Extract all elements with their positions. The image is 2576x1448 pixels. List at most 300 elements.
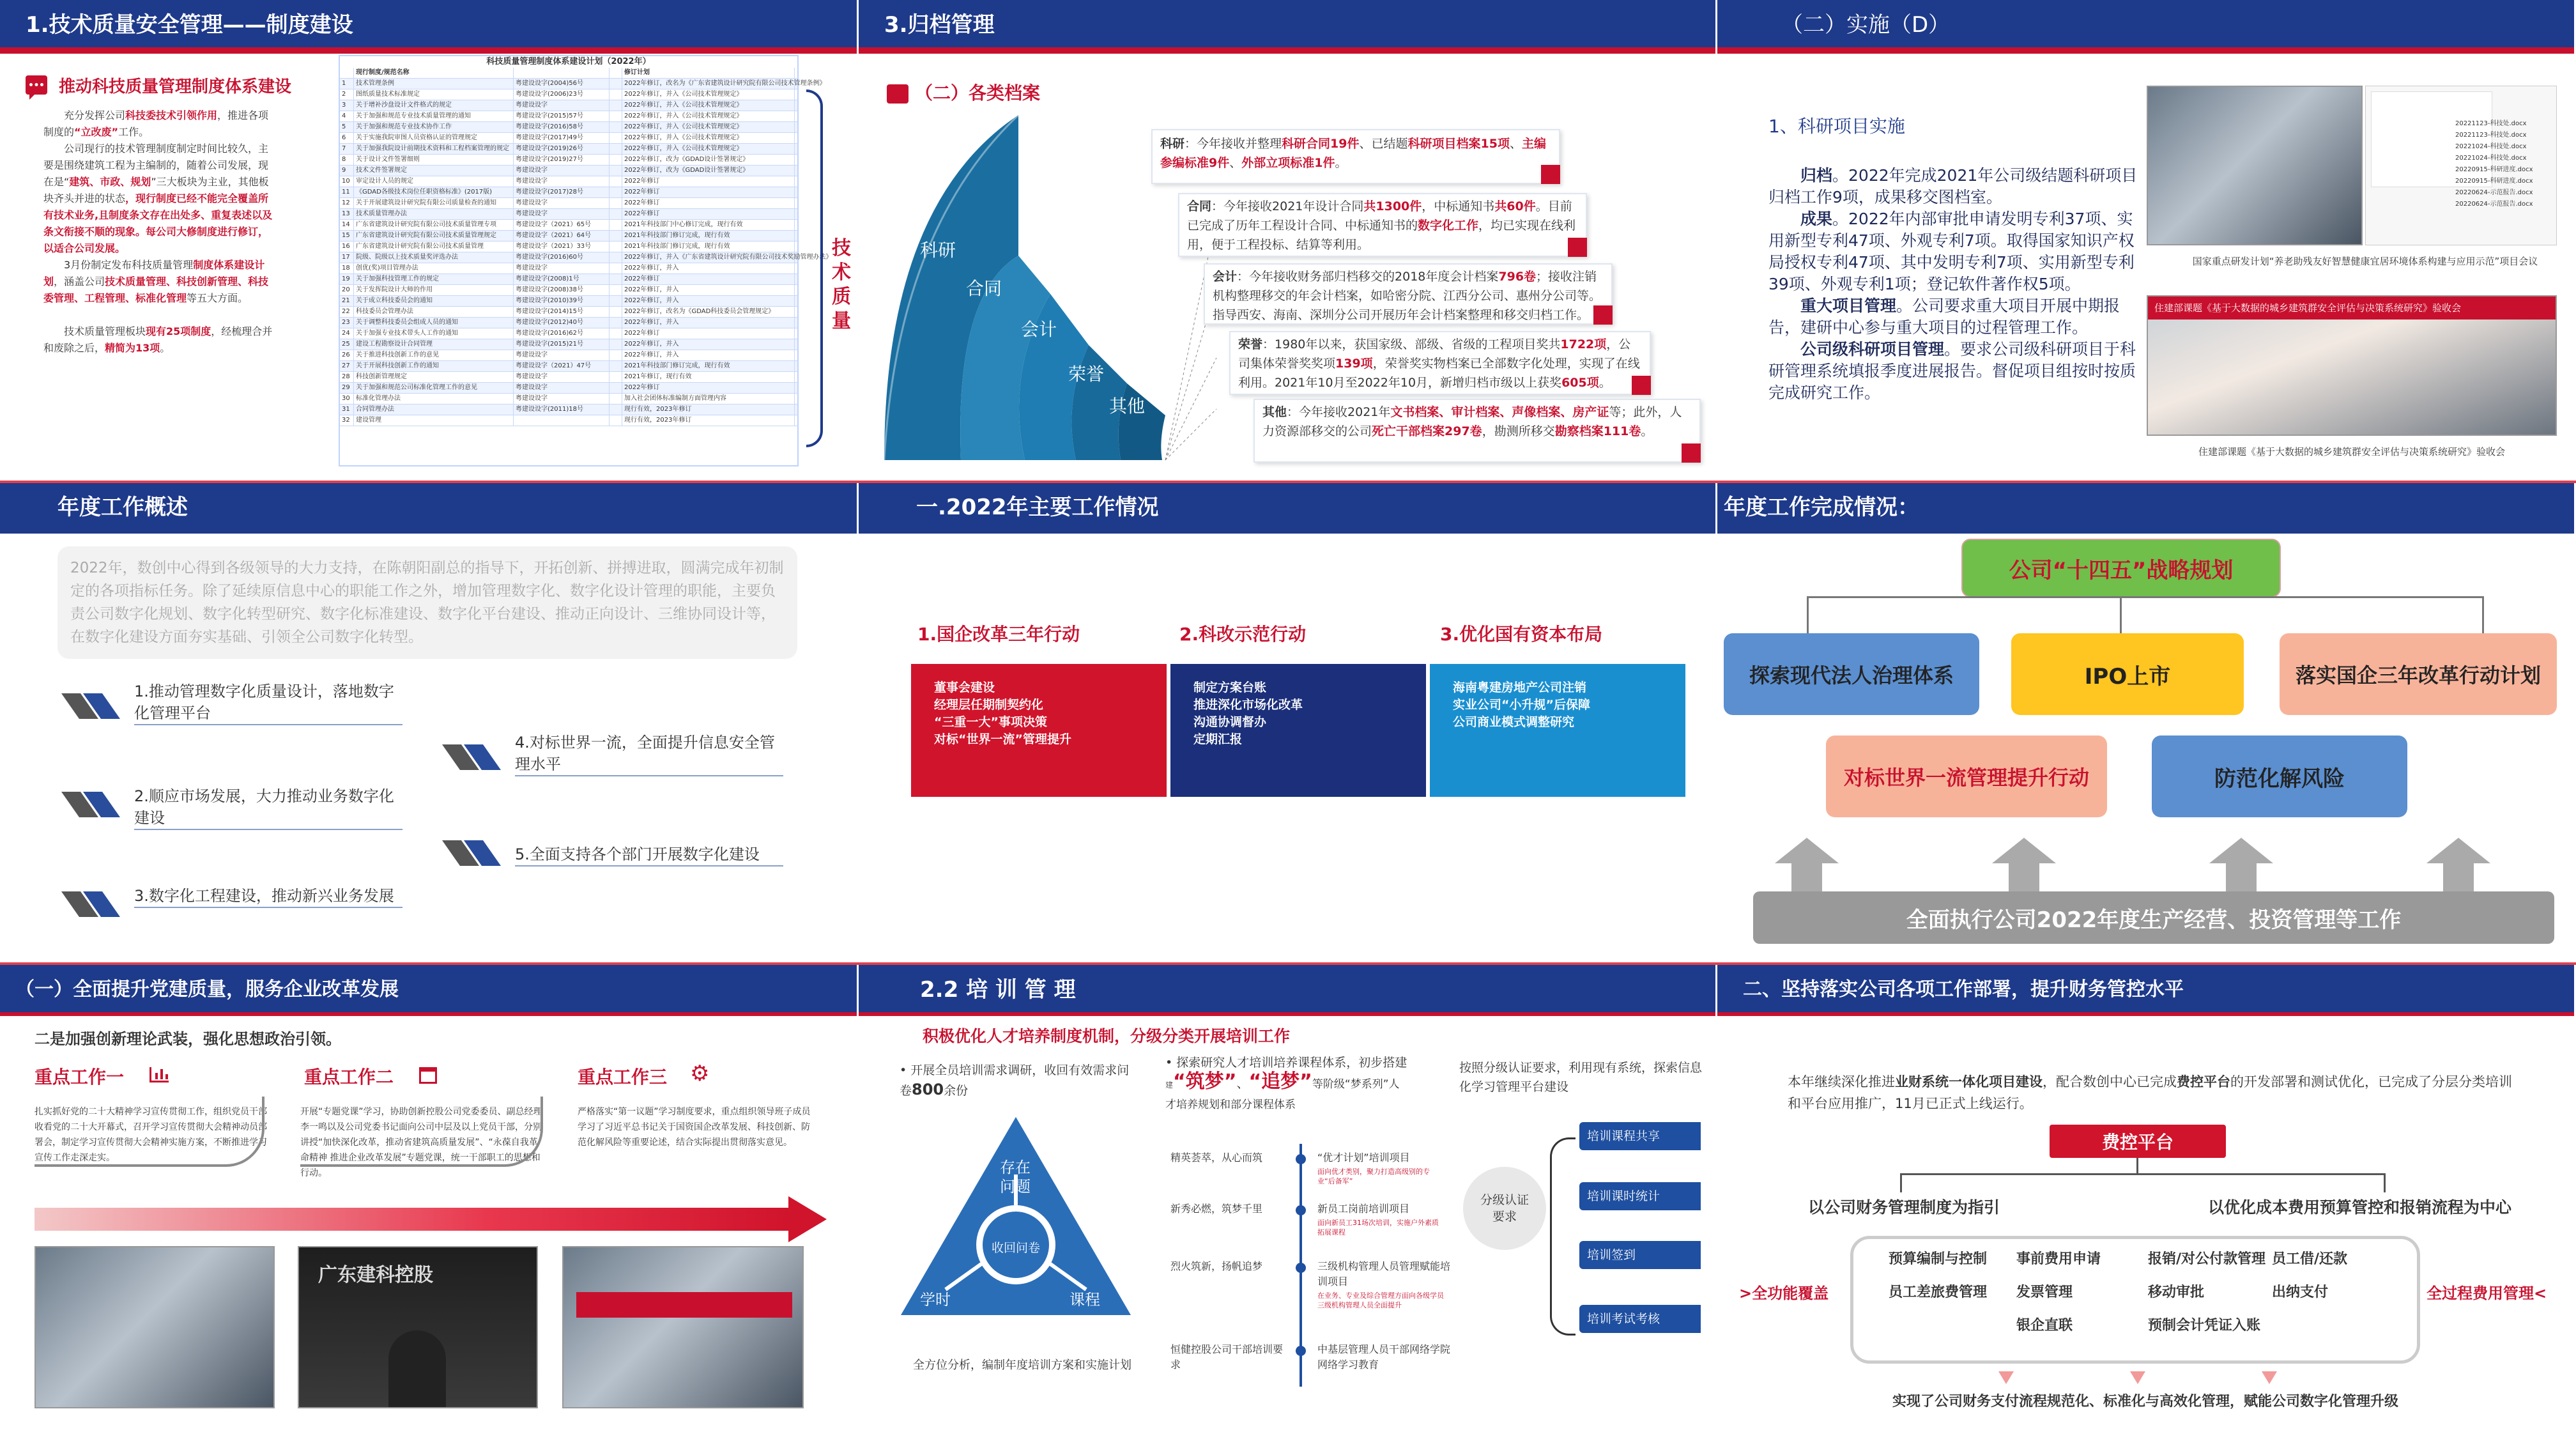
table-row: [340, 79, 826, 89]
table-cell: [610, 394, 622, 404]
timeline-left: 新秀必燃，筑梦千里: [1170, 1203, 1263, 1215]
item-stripe-icon: [70, 693, 128, 719]
item-stripe-icon: [70, 891, 128, 917]
table-row: [340, 209, 797, 220]
table-cell: [610, 79, 622, 89]
column-head-1: 1.国企改革三年行动: [917, 624, 1080, 645]
stage-banner: [576, 1292, 792, 1318]
table-cell: [610, 231, 622, 241]
table-cell: 2022年修订，并入: [622, 350, 795, 360]
table-row: [340, 252, 832, 263]
table-cell: 2022年修订，改名为《广东省建筑设计研究院有限公司技术管理条例》: [622, 79, 795, 89]
table-cell: 19: [340, 274, 354, 284]
table-cell: [610, 100, 622, 111]
timeline-right: 新员工岗前培训项目: [1317, 1203, 1410, 1215]
chat-bubble-icon: [887, 84, 908, 104]
table-cell: 广东省建筑设计研究院有限公司技术质量管理专项: [354, 220, 514, 230]
table-cell: 技术管理条例: [354, 79, 514, 89]
table-cell: 26: [340, 350, 354, 360]
table-cell: 关于发挥院设计大师的作用: [354, 285, 514, 295]
feature-item: 银企直联: [2016, 1318, 2073, 1334]
table-cell: 粤建设设字: [514, 350, 610, 360]
table-cell: [514, 415, 610, 426]
curriculum-intro: • 探索研究人才培训培养课程体系，初步搭建 建“筑梦”、“追梦”等阶级“梦系列”人才培养规划和部分课程体系: [1165, 1056, 1407, 1111]
table-cell: 关于调整科技委员会组成人员的通知: [354, 318, 514, 328]
table-cell: 2021年修订，现行有效: [622, 372, 795, 382]
panel-tech-quality: [0, 0, 859, 482]
table-cell: 建设工程勘察设计合同管理: [354, 339, 514, 350]
panel-title: 3.归档管理: [859, 0, 1715, 50]
table-cell: 院级、院级以上技术质量奖评选办法: [354, 252, 514, 263]
panel-training: [859, 965, 1717, 1447]
table-cell: 粤建设设字(2004)56号: [514, 79, 610, 89]
table-row: [340, 339, 797, 350]
arrow-head: [788, 1196, 827, 1242]
archive-box-other: 其他：今年接收2021年文书档案、审计档案、声像档案、房产证等；此外，人力资源部移交的公司死亡干部档案297卷，勘测所移交勘察档案111卷。: [1254, 399, 1701, 463]
section-subtitle: 1、科研项目实施: [1768, 116, 1905, 137]
table-cell: [610, 133, 622, 143]
governance-box: 探索现代法人治理体系: [1724, 633, 1979, 715]
focus-head-2: 重点工作二: [304, 1067, 394, 1088]
table-cell: 建设管理: [354, 415, 514, 426]
event-photo-1: [34, 1246, 275, 1408]
table-cell: [610, 89, 622, 100]
table-cell: 科技委员会管理办法: [354, 307, 514, 317]
table-cell: 粤建设设字: [514, 372, 610, 382]
table-cell: 科技创新管理规定: [354, 372, 514, 382]
photo-banner: 住建部课题《基于大数据的城乡建筑群安全评估与决策系统研究》验收会: [2148, 297, 2556, 320]
chat-bubble-icon: [26, 75, 47, 95]
timeline-right: 三级机构管理人员管理赋能培训项目: [1317, 1260, 1451, 1288]
table-cell: 粤建设设字(2008)38号: [514, 285, 610, 295]
table-row: [340, 100, 797, 111]
timeline-node: [1296, 1346, 1306, 1356]
table-cell: 11: [340, 187, 354, 197]
down-arrow-icon: [2130, 1371, 2145, 1384]
table-header: 现行制度/规范名称 修订计划: [340, 68, 797, 79]
table-row: [340, 361, 797, 372]
table-cell: [610, 328, 622, 339]
table-cell: 23: [340, 318, 354, 328]
bracket: [806, 89, 823, 447]
connector-line: [1807, 596, 2484, 635]
file-list-item[interactable]: 20221024-科技处.docx: [2455, 143, 2527, 150]
table-row: [340, 307, 797, 318]
table-cell: 粤建设设字(2008)1号: [514, 274, 610, 284]
table-cell: 20: [340, 285, 354, 295]
table-cell: 关于开展科技创新工作的通知: [354, 361, 514, 371]
table-cell: 粤建设设字(2016)62号: [514, 328, 610, 339]
photo-caption-2: 住建部课题《基于大数据的城乡建筑群安全评估与决策系统研究》验收会: [2198, 446, 2505, 458]
table-cell: 粤建设设字(2019)26号: [514, 144, 610, 154]
chart-icon: [150, 1067, 169, 1082]
arrow-shaft: [1791, 862, 1822, 894]
table-cell: 粤建设设字(2012)40号: [514, 318, 610, 328]
connector-arc: [34, 1097, 264, 1167]
header-underline: [1717, 530, 2574, 534]
arrow-shaft: [2009, 862, 2039, 894]
tag-check-in: 培训签到: [1579, 1241, 1701, 1269]
panel-annual-overview: [0, 482, 859, 965]
section-subtitle: 积极优化人才培养制度机制，分级分类开展培训工作: [923, 1027, 1291, 1045]
feature-item: 事前费用申请: [2016, 1251, 2101, 1267]
panel-title: 二、坚持落实公司各项工作部署，提升财务管控水平: [1717, 965, 2574, 1015]
table-cell: 2022年修订，并入: [622, 263, 795, 273]
table-row: [340, 198, 797, 209]
table-cell: 31: [340, 404, 354, 415]
tag-exam: 培训考试考核: [1579, 1305, 1701, 1333]
table-cell: 关于加强专业技术带头人工作的通知: [354, 328, 514, 339]
table-cell: 广东省建筑设计研究院有限公司技术质量管理: [354, 242, 514, 252]
gear-icon: ⚙: [690, 1061, 710, 1086]
table-cell: 关于成立科技委员会的通知: [354, 296, 514, 306]
column-head-3: 3.优化国有资本布局: [1440, 624, 1603, 645]
file-list-item[interactable]: 20221123-科技处.docx: [2455, 120, 2527, 127]
table-row: [340, 415, 797, 426]
side-label-right: 全过程费用管理<: [2426, 1284, 2547, 1302]
table-cell: 图纸质量技术标准规定: [354, 89, 514, 100]
table-cell: [610, 122, 622, 132]
side-label-left: >全功能覆盖: [1739, 1284, 1829, 1302]
table-cell: 32: [340, 415, 354, 426]
feature-item: 移动审批: [2148, 1284, 2205, 1300]
table-cell: 粤建设设字(2014)15号: [514, 307, 610, 317]
progress-arrow: [34, 1208, 788, 1231]
certification-circle: 分级认证要求: [1463, 1167, 1546, 1250]
table-cell: [610, 296, 622, 306]
timeline-note: 在业务、专业及综合管理方面向各级学员三级机构管理人员全面提升: [1317, 1291, 1444, 1309]
table-cell: 关于推进科技创新工作的意见: [354, 350, 514, 360]
table-cell: 现行有效，2023年修订: [622, 404, 795, 415]
table-cell: 21: [340, 296, 354, 306]
photo-caption-1: 国家重点研发计划“养老助残友好智慧健康宜居环境体系构建与应用示范”项目会议: [2192, 256, 2538, 267]
table-cell: 8: [340, 155, 354, 165]
table-cell: 粤建设设字: [514, 209, 610, 219]
table-cell: 13: [340, 209, 354, 219]
item-stripe-icon: [451, 840, 509, 866]
fan-label-research: 科研: [920, 240, 956, 261]
tri-label-course: 课程: [1070, 1291, 1100, 1309]
table-cell: 2022年修订: [622, 198, 795, 208]
table-cell: 2022年修订，并入《公司技术管理规定》: [622, 122, 795, 132]
focus-text-2: 开展“专题党课”学习，协助创新控股公司党委委员、副总经理李一鸣以及公司党委书记面向公司中层及以上党员干部，分别讲授“加快深化改革，推动省建筑高质量发展”、“永葆自我革命精神 推进企业改革发展”专题党课，统一干部职工的思想和行动。: [300, 1107, 542, 1178]
file-list-item[interactable]: 20221123-科技处.docx: [2455, 132, 2527, 139]
item-stripe-icon: [451, 744, 509, 770]
table-cell: 粤建设设字(2006)23号: [514, 89, 610, 100]
table-cell: 粤建设设字(2017)28号: [514, 187, 610, 197]
arrow-shaft: [2443, 862, 2474, 894]
table-cell: [610, 187, 622, 197]
table-cell: [610, 144, 622, 154]
table-cell: 粤建设设字: [514, 166, 610, 176]
table-cell: [610, 176, 622, 187]
table-row: [340, 350, 797, 361]
file-list-item[interactable]: 20220624-示范报告.docx: [2455, 189, 2533, 196]
focus-head-3: 重点工作三: [578, 1067, 668, 1088]
summary-box: 2022年，数创中心得到各级领导的大力支持，在陈朝阳副总的指导下，开拓创新、拼搏进取，圆满完成年初制定的各项指标任务。除了延续原信息中心的职能工作之外，增加管理数字化、数字化设计管理的职能，主要负责公司数字化规划、数字化转型研究、数字化标准建设、数字化平台建设、推动正向设计、三维协同设计等，在数字化建设方面夯实基础、引领全公司数字化转型。: [57, 546, 797, 659]
right-head: 以优化成本费用预算管控和报销流程为中心: [2208, 1198, 2512, 1217]
table-cell: 粤建设设字(2015)21号: [514, 339, 610, 350]
timeline-node: [1296, 1263, 1306, 1273]
timeline-note: 面向优才类别，聚力打造高级别的专业“后备军”: [1317, 1167, 1430, 1185]
table-cell: 粤建设设字(2010)39号: [514, 296, 610, 306]
column-head-2: 2.科改示范行动: [1179, 624, 1307, 645]
table-cell: 18: [340, 263, 354, 273]
table-cell: 16: [340, 242, 354, 252]
item-stripe-icon: [70, 792, 128, 817]
table-cell: [610, 198, 622, 208]
reform-box: 落实国企三年改革行动计划: [2280, 633, 2557, 715]
table-cell: 粤建设设字(2017)49号: [514, 133, 610, 143]
timeline-left: 精英荟萃，从心而筑: [1170, 1151, 1263, 1164]
connector-line: [2120, 597, 2122, 636]
table-row: [340, 133, 797, 144]
table-cell: 2022年修订，并入《公司技术管理规定》: [622, 133, 795, 143]
analysis-text: 全方位分析，编制年度培训方案和实施计划: [913, 1359, 1131, 1372]
table-cell: 2021年科技部门修订完成，现行有效: [622, 242, 795, 252]
table-cell: 合同管理办法: [354, 404, 514, 415]
intro-text: 充分发挥公司科技委技术引领作用，推进各项制度的“立改废”工作。 公司现行的技术管理制度制定时间比较久，主要是围绕建筑工程为主编制的，随着公司发展，现在是“建筑、市政、规划”三大板块为主业，其他板块齐头并进的状态，现行制度已经不能完全覆盖所有技术业务,且制度条文存在出处多、重复表述以及条文衔接不顺的现象。每公司大修制度进行修订，以适合公司发展。 3月份制定发布科技质量管理制度体系建设计划，涵盖公司技术质量管理、科技创新管理、科技委管理、工程管理、标准化管理等五大方面。 技术质量管理板块现有25项制度，经梳理合并和废除之后，精简为13项。: [43, 109, 273, 354]
conclusion-text: 实现了公司财务支付流程规范化、标准化与高效化管理，赋能公司数字化管理升级: [1892, 1394, 2398, 1410]
table-cell: 加入社会团体标准编制方面管理内容: [622, 394, 795, 404]
tri-label-survey: 收回问卷: [991, 1241, 1040, 1255]
table-cell: 2022年修订，并入《公司技术管理规定》: [622, 111, 795, 121]
panel-title: 年度工作概述: [0, 482, 857, 532]
table-cell: 24: [340, 328, 354, 339]
table-cell: 2021年科技部门修订完成，现行有效: [622, 361, 795, 371]
panel-annual-completion: [1717, 482, 2576, 965]
event-photo-2: [298, 1246, 538, 1408]
timeline-right: “优才计划”培训项目: [1317, 1151, 1410, 1164]
focus-text-3: 严格落实“第一议题”学习制度要求，重点组织领导班子成员学习了习近平总书记关于国资国企改革发展、科技创新、防范化解风险等重要论述，结合实际提出贯彻落实意见。: [578, 1107, 811, 1148]
header-underline: [859, 47, 1715, 54]
table-cell: 关于设计文件签署细则: [354, 155, 514, 165]
table-row: [340, 89, 797, 100]
overview-item-4: 4.对标世界一流，全面提升信息安全管理水平: [515, 732, 783, 776]
table-cell: 2: [340, 89, 354, 100]
table-title: 科技质量管理制度体系建设计划（2022年）: [486, 57, 651, 66]
regulation-table: [339, 55, 832, 466]
cost-control-platform: 费控平台: [2050, 1125, 2226, 1158]
table-cell: 25: [340, 339, 354, 350]
table-cell: [610, 383, 622, 393]
up-arrow-icon: [2209, 838, 2273, 863]
table-cell: 14: [340, 220, 354, 230]
table-cell: 粤建设设字(2016)60号: [514, 252, 610, 263]
table-cell: 粤建设设字: [514, 263, 610, 273]
table-cell: 粤建设设字: [514, 100, 610, 111]
panel-finance: [1717, 965, 2576, 1447]
table-cell: 关于加强和规范公司标准化管理工作的意见: [354, 383, 514, 393]
file-list-screenshot: [2365, 86, 2557, 245]
table-cell: 粤建设设字（2021）47号: [514, 361, 610, 371]
table-cell: 《GDAD各级技术岗位任职资格标准》(2017版): [354, 187, 514, 197]
row-divider: [0, 481, 2576, 483]
header-underline: [0, 1012, 857, 1016]
table-cell: 粤建设设字（2021）64号: [514, 231, 610, 241]
table-row: [340, 274, 797, 285]
table-row: [340, 231, 797, 242]
meeting-photo-2: [2147, 295, 2557, 436]
timeline-node: [1296, 1154, 1306, 1164]
table-cell: 2022年修订: [622, 209, 795, 219]
section-subtitle: （二）各类档案: [915, 82, 1041, 104]
tag-connector: [1550, 1137, 1575, 1336]
table-cell: [610, 361, 622, 371]
table-cell: 技术质量管理办法: [354, 209, 514, 219]
fan-label-other: 其他: [1109, 396, 1146, 417]
table-cell: 28: [340, 372, 354, 382]
branch-line: [2136, 1158, 2138, 1173]
table-cell: [610, 285, 622, 295]
header-underline: [1717, 47, 2574, 54]
header-underline: [0, 47, 857, 54]
table-cell: [610, 242, 622, 252]
up-arrow-icon: [1775, 838, 1839, 863]
calendar-icon: [419, 1067, 437, 1084]
connector-arc: [300, 1097, 543, 1167]
table-row: [340, 122, 797, 133]
feature-item: 员工借/还款: [2272, 1251, 2348, 1267]
table-cell: 粤建设设字（2021）65号: [514, 220, 610, 230]
table-cell: 9: [340, 166, 354, 176]
table-row: [340, 220, 797, 231]
tag-course-share: 培训课程共享: [1579, 1122, 1701, 1150]
table-cell: 粤建设设字: [514, 176, 610, 187]
header-underline: [859, 530, 1715, 534]
overview-item-3: 3.数字化工程建设，推动新兴业务发展: [134, 885, 402, 908]
table-cell: 现行有效，2023年修订: [622, 415, 795, 426]
timeline-left: 烈火筑新，扬帆追梦: [1170, 1260, 1263, 1272]
table-cell: 技术文件签署规定: [354, 166, 514, 176]
table-row: [340, 242, 797, 252]
file-list-item[interactable]: 20221024-科技处.docx: [2455, 155, 2527, 162]
table-cell: 审定设计人员的规定: [354, 176, 514, 187]
table-cell: [610, 318, 622, 328]
fan-label-honor: 荣誉: [1068, 364, 1105, 385]
table-cell: 关于开展建筑设计研究院有限公司质量检查的通知: [354, 198, 514, 208]
table-cell: 2022年修订: [622, 176, 795, 187]
table-cell: [610, 404, 622, 415]
table-cell: 粤建设设字（2021）33号: [514, 242, 610, 252]
focus-head-1: 重点工作一: [34, 1067, 125, 1088]
archive-box-honor: 荣誉：1980年以来，获国家级、部级、省级的工程项目奖共1722项，公司集体荣誉奖奖项139项，荣誉奖实物档案已全部数字化处理，实现了在线利用。2021年10月至2022年10月，新增归档市级以上获奖605项。: [1229, 331, 1651, 395]
table-row: [340, 285, 797, 296]
table-cell: [610, 252, 622, 263]
overview-item-1: 1.推动管理数字化质量设计，落地数字化管理平台: [134, 681, 402, 725]
risk-box: 防范化解风险: [2152, 736, 2407, 817]
overview-item-5: 5.全面支持各个部门开展数字化建设: [515, 843, 783, 866]
table-row: [340, 372, 797, 383]
column-card-3: 海南粤建房地产公司注销 实业公司“小升规”后保障 公司商业模式调整研究: [1430, 664, 1685, 797]
panel-party-building: [0, 965, 859, 1447]
table-cell: 7: [340, 144, 354, 154]
table-cell: [610, 415, 622, 426]
row-divider: [0, 962, 2576, 965]
table-cell: 粤建设设字(2016)58号: [514, 122, 610, 132]
timeline-left: 恒健控股公司干部培训要求: [1170, 1343, 1284, 1371]
table-cell: 6: [340, 133, 354, 143]
table-cell: 2022年修订，改为《GDAD设计签署规定》: [622, 155, 795, 165]
feature-item: 预算编制与控制: [1889, 1251, 1988, 1267]
table-cell: 关于加强和规范专业技术质量管理的通知: [354, 111, 514, 121]
table-row: [340, 296, 797, 307]
table-cell: 2022年修订，并入: [622, 318, 795, 328]
table-cell: [610, 166, 622, 176]
panel-title: 一.2022年主要工作情况: [859, 482, 1715, 532]
table-cell: 2022年修订，并入: [622, 296, 795, 306]
panel-main-work: [859, 482, 1717, 965]
table-cell: 2022年修订: [622, 187, 795, 197]
table-cell: 粤建设设字(2019)27号: [514, 155, 610, 165]
file-list-item[interactable]: 20220915-科研进度.docx: [2455, 178, 2533, 185]
table-cell: 粤建设设字: [514, 383, 610, 393]
feature-item: 出纳支付: [2272, 1284, 2329, 1300]
execution-bar: 全面执行公司2022年度生产经营、投资管理等工作: [1753, 891, 2554, 944]
file-list-item[interactable]: 20220915-科研进度.docx: [2455, 166, 2533, 173]
table-cell: 2022年修订: [622, 383, 795, 393]
tag-hours-stat: 培训课时统计: [1579, 1182, 1701, 1210]
header-underline: [0, 530, 857, 534]
event-photo-3: [562, 1246, 804, 1408]
ipo-box: IPO上市: [2011, 633, 2244, 715]
company-logo: 广东建科控股: [318, 1264, 433, 1286]
table-cell: 1: [340, 79, 354, 89]
overview-item-2: 2.顺应市场发展，大力推动业务数字化建设: [134, 785, 402, 830]
table-cell: 粤建设设字: [514, 198, 610, 208]
column-card-1: 董事会建设 经理层任期制契约化 “三重一大”事项决策 对标“世界一流”管理提升: [911, 664, 1167, 797]
branch-line: [1900, 1173, 2386, 1192]
column-card-2: 制定方案台账 推进深化市场化改革 沟通协调督办 定期汇报: [1170, 664, 1426, 797]
feature-item: 报销/对公付款管理: [2148, 1251, 2266, 1267]
survey-text: • 开展全员培训需求调研，收回有效需求问卷800余份: [900, 1063, 1130, 1098]
arrow-shaft: [2226, 862, 2257, 894]
side-label: 技术质量: [832, 237, 851, 332]
table-cell: 2022年修订: [622, 328, 795, 339]
certification-intro: 按照分级认证要求，利用现有系统，探索信息化学习管理平台建设: [1459, 1061, 1703, 1094]
panel-title: 2.2 培 训 管 理: [859, 965, 1715, 1015]
table-cell: [610, 350, 622, 360]
table-cell: 2022年修订，并入《公司技术管理规定》: [622, 144, 795, 154]
down-arrow-icon: [2262, 1371, 2277, 1384]
file-list-item[interactable]: 20220624-示范报告.docx: [2455, 201, 2533, 208]
table-cell: 10: [340, 176, 354, 187]
timeline-node: [1296, 1205, 1306, 1215]
table-cell: 17: [340, 252, 354, 263]
table-cell: 3: [340, 100, 354, 111]
timeline-note: 面向新员工31场次培训，实施户外素质拓展课程: [1317, 1219, 1439, 1236]
speaker-figure: [388, 1330, 446, 1407]
strategy-plan-box: 公司“十四五”战略规划: [1961, 539, 2281, 597]
table-row: [340, 111, 797, 122]
table-row: [340, 166, 797, 176]
feature-item: 员工差旅费管理: [1889, 1284, 1988, 1300]
timeline-right: 中基层管理人员干部网络学院网络学习教育: [1317, 1343, 1451, 1371]
table-cell: 粤建设设字: [514, 394, 610, 404]
panel-title: 年度工作完成情况：: [1717, 482, 2574, 532]
down-arrow-icon: [1998, 1371, 2014, 1384]
table-cell: 2022年修订: [622, 274, 795, 284]
table-cell: [610, 220, 622, 230]
archive-box-contract: 合同：今年接收2021年设计合同共1300件，中标通知书共60件。目前已完成了历年工程设计合同、中标通知书的数字化工作，均已实现在线利用，便于工程投标、结算等利用。: [1178, 193, 1587, 257]
table-cell: 27: [340, 361, 354, 371]
table-cell: 2022年修订，改为《GDAD设计签署规定》: [622, 166, 795, 176]
header-underline: [859, 1012, 1715, 1016]
table-cell: [610, 155, 622, 165]
table-row: [340, 404, 797, 415]
table-cell: [610, 209, 622, 219]
table-cell: 2022年修订，并入《广东省建筑设计研究院有限公司技术奖励管理办法》: [622, 252, 795, 263]
